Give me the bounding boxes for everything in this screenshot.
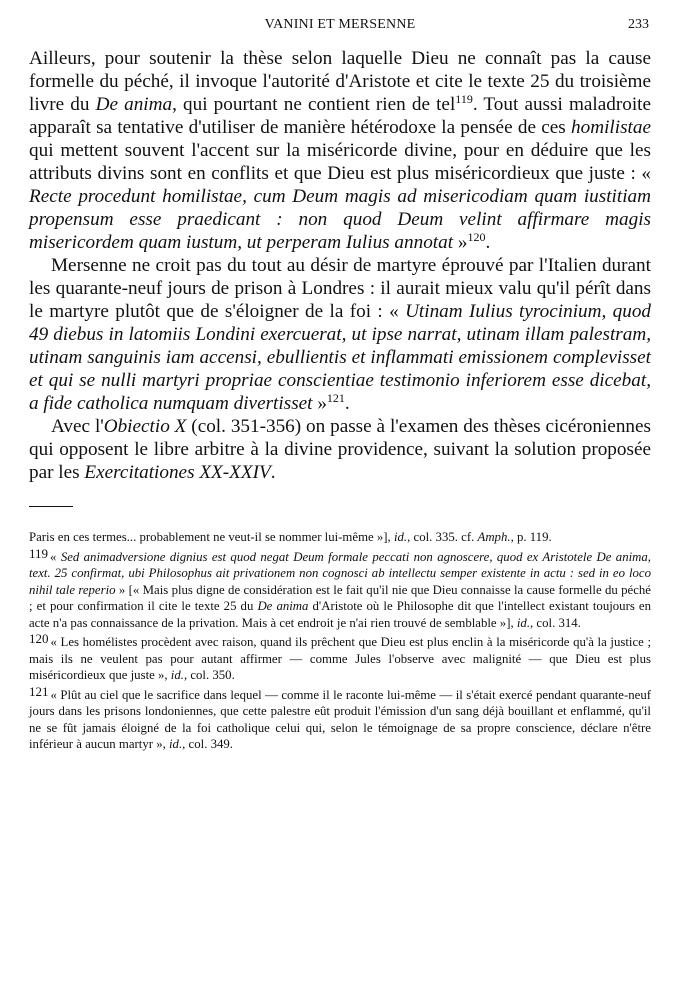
- text-run: «: [50, 549, 61, 564]
- latin-quotation: Recte procedunt homilistae, cum Deum magis ad misericodiam quam iustitiam propensum esse praedicant : non quod Deum velint affirmare magis misericordem quam iustum, ut perperam Iulius annotat: [29, 186, 651, 253]
- footnote-separator: [29, 506, 73, 507]
- italic-run: id.: [516, 615, 531, 630]
- footnote-continuation: [29, 529, 651, 546]
- italic-run: id.: [393, 530, 408, 544]
- text-run: , qui pourtant ne contient rien de tel: [172, 94, 456, 115]
- italic-run: De anima: [95, 94, 173, 115]
- paragraph-1: [29, 47, 651, 254]
- text-run: Ailleurs, pour soutenir la thèse selon laquelle Dieu ne connaît pas la cause formelle du péché, il invoque l'autorité d'Aristote et cite le texte 25 du troisième livre du: [29, 48, 651, 115]
- footnote-121: [29, 683, 651, 753]
- text-run: .: [344, 393, 350, 414]
- text-run: qui mettent souvent l'accent sur la miséricorde divine, pour en déduire que les attributs divins sont en conflits et que Dieu est plus miséricordieux que juste : «: [29, 140, 651, 184]
- text-run: , col. 350.: [183, 668, 235, 682]
- italic-run: homilistae: [571, 117, 651, 138]
- footnote-120: [29, 631, 651, 684]
- italic-run: id.: [169, 737, 183, 751]
- text-run: , col. 335. cf.: [407, 530, 478, 544]
- footnotes: [29, 529, 651, 753]
- footnote-ref-120[interactable]: 120: [467, 230, 486, 244]
- text-run: . Tout aussi maladroite apparaît sa tentative d'utiliser de manière hétérodoxe la pensée de ces: [29, 94, 651, 138]
- italic-run: Obiectio X: [103, 416, 187, 437]
- text-run: « Plût au ciel que le sacrifice dans lequel — comme il le raconte lui-même — il s'était exercé pendant quarante-neuf jours dans les prisons londoniennes, que cette palestre eût produit l'émission d'un sang déjà bouillant et enflammé, qu'il ne se fût jamais éloigné de la foi catholique celui qui, selon le témoignage de sa propre conscience, déclare n'être inférieur à aucun martyr »,: [29, 687, 651, 751]
- text-run: »: [312, 393, 327, 414]
- text-run: , p. 119.: [510, 530, 552, 544]
- text-run: , col. 314.: [530, 615, 581, 630]
- footnote-number: 120: [29, 631, 49, 646]
- italic-run: Exercitationes XX-XXIV: [84, 462, 271, 483]
- latin-quotation: Sed animadversione dignius est quod negat Deum formale peccati non agnoscere, quod ex Aristotele De anima, text. 25 confirmat, ubi Philosophus ait privationem non cognosci ab intellectu semper existente in actu : sed in eo loco nihil tale reperio: [29, 549, 651, 597]
- text-run: Avec l': [51, 416, 104, 437]
- footnote-ref-121[interactable]: 121: [326, 391, 345, 405]
- italic-run: Amph.: [477, 530, 511, 544]
- text-run: Mersenne ne croit pas du tout au désir de martyre éprouvé par l'Italien durant les quarante-neuf jours de prison à Londres : il aurait mieux valu qu'il pérît dans le martyre plutôt que de s'éloigner de la foi : «: [29, 255, 651, 322]
- page-header: [29, 14, 651, 38]
- footnote-number: 119: [29, 545, 49, 561]
- footnote-ref-119[interactable]: 119: [455, 92, 473, 106]
- footnote-number: 121: [29, 683, 49, 699]
- book-page: [29, 14, 651, 753]
- italic-run: De anima: [257, 599, 309, 613]
- text-run: Paris en ces termes... probablement ne veut-il se nommer lui-même »],: [29, 530, 394, 544]
- text-run: .: [270, 462, 276, 483]
- text-run: .: [485, 232, 491, 253]
- paragraph-3: [29, 415, 651, 484]
- text-run: d'Aristote où le Philosophe dit que l'intellect existant toujours en acte n'a pas connaissance de la privation. Mais à cet endroit je n'ai rien trouvé de semblable »],: [29, 599, 651, 630]
- text-run: »: [453, 232, 468, 253]
- paragraph-2: [29, 254, 651, 415]
- text-run: « Les homélistes procèdent avec raison, quand ils prêchent que Dieu est plus enclin à la miséricorde qu'à la justice ; mais ils ne veulent pas pour autant affirmer — comme Jules l'observe avec malignité — que Dieu est plus miséricordieux que juste »,: [29, 635, 651, 682]
- italic-run: id.: [170, 668, 184, 682]
- latin-quotation: Utinam Iulius tyrocinium, quod 49 diebus in latomiis Londini exercuerat, ut ipse narrat, utinam illam palestram, utinam sanguinis iam accensi, ebullientis et inflammati emissionem complevisset et qui se nulli martyri propriae conscientiae testimonio inferiorem esse dicebat, a fide catholica numquam divertisset: [29, 301, 652, 414]
- text-run: (col. 351-356) on passe à l'examen des thèses cicéroniennes qui opposent le libre arbitre à la divine providence, suivant la solution proposée par les: [29, 416, 651, 483]
- page-number: 233: [628, 17, 649, 32]
- footnote-119: [29, 545, 651, 632]
- text-run: » [« Mais plus digne de considération est le fait qu'il nie que Dieu connaisse la cause formelle du péché ; et pour confirmation il cite le texte 25 du: [29, 582, 651, 613]
- text-run: , col. 349.: [182, 737, 233, 751]
- running-title: VANINI ET MERSENNE: [264, 17, 416, 32]
- main-text: [29, 47, 651, 484]
